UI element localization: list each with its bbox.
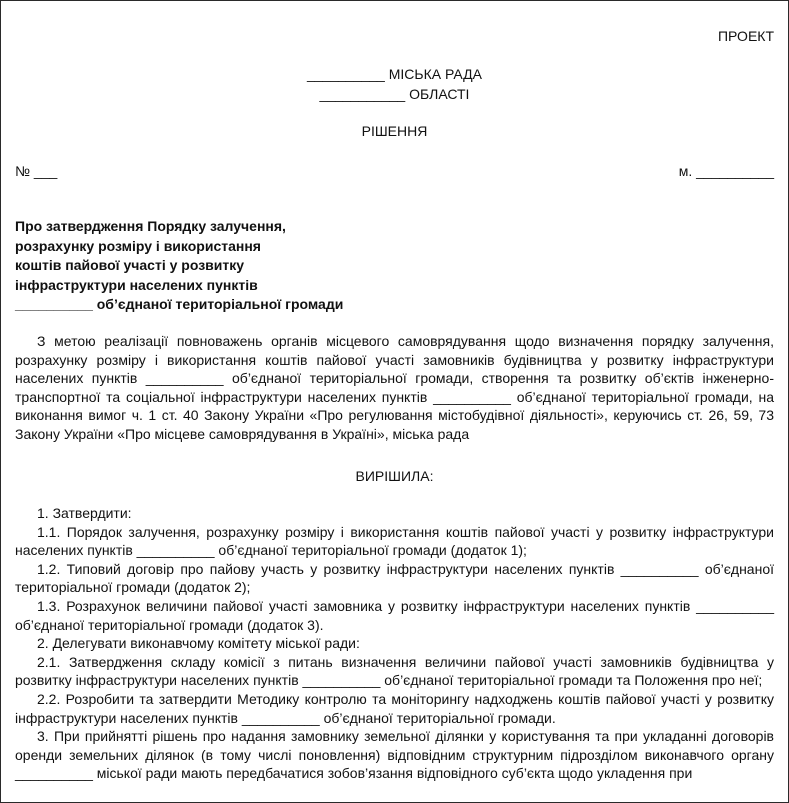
city-field: м. __________ — [678, 163, 774, 179]
decision-title: РІШЕННЯ — [361, 123, 428, 139]
document-heading — [15, 217, 343, 315]
oblast-line: ___________ ОБЛАСТІ — [319, 86, 470, 102]
decision-number: № ___ — [15, 163, 58, 179]
resolution-item: 2.2. Розробити та затвердити Методику контролю та моніторингу надходжень коштів пайової участі у розвитку інфраструктури населених пунктів __________ об’єднаної територіальної громади. — [15, 690, 774, 726]
council-name-line: __________ МІСЬКА РАДА — [306, 66, 482, 82]
resolution-item: 2.1. Затвердження складу комісії з питань визначення величини пайової участі замовників будівництва у розвитку інфраструктури населених пунктів __________ об’єднаної територіальної громади та Положення про неї; — [15, 653, 774, 689]
heading-line: розрахунку розміру і використання — [15, 237, 261, 254]
decided-label: ВИРІШИЛА: — [355, 468, 434, 484]
heading-line: __________ об’єднаної територіальної громади — [15, 296, 344, 312]
preamble-paragraph: З метою реалізації повноважень органів місцевого самоврядування щодо визначення порядку залучення, розрахунку розміру і використання коштів пайової участі замовників будівництва у розвитку інфраструктури населених пунктів __________ об’єднаної територіальної громади, створення та розвитку об’єктів інженерно-транспортної та соціальної інфраструктури населених пунктів __________ об’єднаної територіальної громади, на виконання вимог ч. 1 ст. 40 Закону України «Про регулювання містобудівної діяльності», керуючись ст. 26, 59, 73 Закону України «Про місцеве самоврядування в Україні», міська рада — [15, 333, 774, 442]
resolution-item: 1.2. Типовий договір про пайову участь у розвитку інфраструктури населених пунктів __________ об’єднаної територіальної громади (додаток 2); — [15, 560, 774, 596]
resolution-items — [15, 504, 774, 783]
resolution-item: 1.1. Порядок залучення, розрахунку розміру і використання коштів пайової участі у розвитку інфраструктури населених пунктів __________ об’єднаної територіальної громади (додаток 1); — [15, 523, 774, 559]
resolution-item: 1. Затвердити: — [37, 505, 132, 521]
resolution-item: 2. Делегувати виконавчому комітету міської ради: — [37, 635, 360, 652]
heading-line: коштів пайової участі у розвитку — [15, 257, 245, 273]
heading-line: Про затвердження Порядку залучення, — [15, 218, 286, 234]
resolution-item: 1.3. Розрахунок величини пайової участі замовника у розвитку інфраструктури населених пунктів __________ об’єднаної територіальної громади (додаток 3). — [15, 597, 774, 633]
draft-label: ПРОЕКТ — [717, 28, 774, 44]
heading-line: інфраструктури населених пунктів — [15, 276, 258, 293]
resolution-item: 3. При прийнятті рішень про надання замовнику земельної ділянки у користування та при укладанні договорів оренди земельних ділянок (в тому числі поновлення) відповідним структурним підрозділом виконавчого органу __________ міської ради мають передбачатися зобов’язання відповідного суб’єкта щодо укладення при — [15, 728, 774, 782]
